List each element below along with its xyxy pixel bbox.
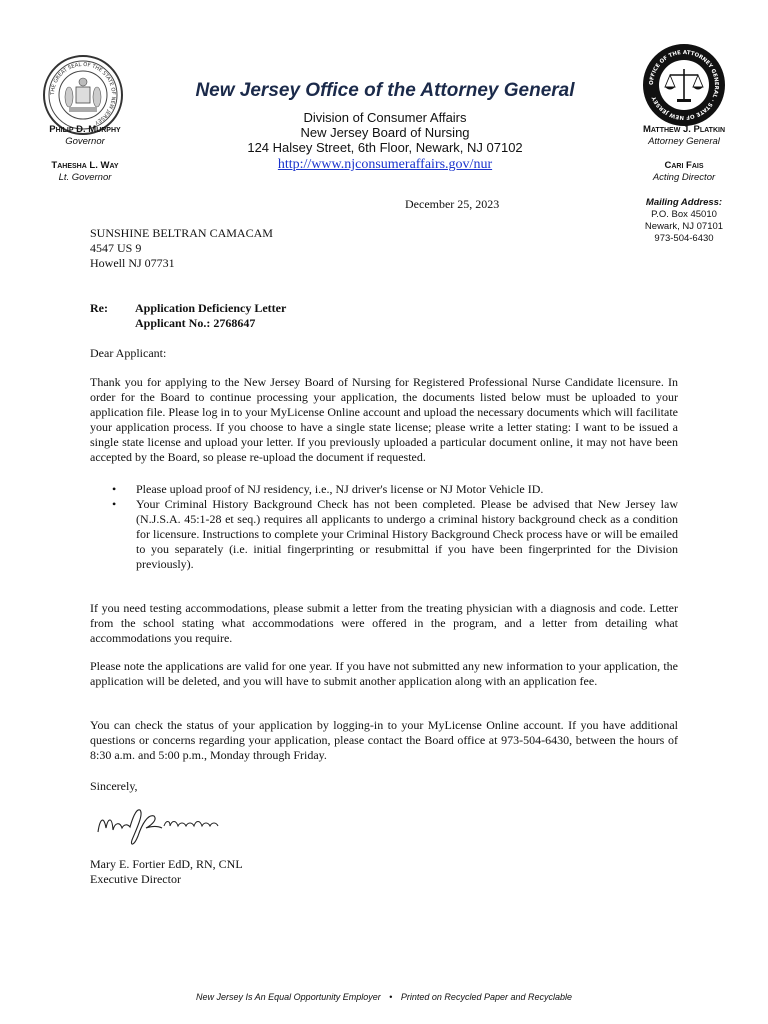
footer <box>0 992 768 1002</box>
ag-seal-text: OFFICE OF THE ATTORNEY GENERAL · STATE OF NEW JERSEY <box>648 49 720 121</box>
attorney-general-seal <box>643 44 725 126</box>
status-paragraph: You can check the status of your application by logging-in to your MyLicense Online account. If you have additional questions or concerns regarding your application, please contact the Board office at 973-504-6430, between the hours of 8:30 a.m. and 5:00 p.m., Monday through Friday. <box>90 718 678 762</box>
acting-director-name: Cari Fais <box>664 160 704 171</box>
mailing-city: Newark, NJ 07101 <box>644 221 724 232</box>
intro-paragraph: Thank you for applying to the New Jersey Board of Nursing for Registered Professional Nurse Candidate licensure. In order for the Board to continue processing your application, the documents listed below must be uploaded to your application file. Please log in to your MyLicense Online account and upload the necessary documents which will facilitate your application process. If you choose to have a single state license; please write a letter stating: I want to be issued a single state license and upload your letter. If you previously uploaded a particular document online, it may not have been accepted by the Board, so please re-upload the document if requested. <box>90 375 678 464</box>
division-name: Division of Consumer Affairs <box>303 110 467 125</box>
validity-paragraph: Please note the applications are valid for one year. If you have not submitted any new information to your application, the application will be deleted, and you will have to submit another application along with an application fee. <box>90 659 678 688</box>
signature-icon <box>92 796 232 850</box>
board-address: 124 Halsey Street, 6th Floor, Newark, NJ 07102 <box>247 140 523 155</box>
signer-title: Executive Director <box>90 872 181 886</box>
re-block <box>135 301 286 331</box>
url-line <box>150 155 620 173</box>
mailing-address <box>626 197 742 245</box>
letterhead-title: New Jersey Office of the Attorney General <box>195 80 575 101</box>
attorney-general-block <box>626 124 742 148</box>
lt-governor-block <box>30 160 140 184</box>
mailing-phone: 973-504-6430 <box>654 233 714 244</box>
acting-director-block <box>626 160 742 184</box>
nj-seal-text: THE GREAT SEAL OF THE STATE OF NEW JERSEY <box>49 61 117 126</box>
attorney-general-title: Attorney General <box>648 136 720 147</box>
lt-governor-title: Lt. Governor <box>58 172 112 183</box>
acting-director-title: Acting Director <box>652 172 716 183</box>
governor-name: Philip D. Murphy <box>49 124 121 135</box>
deficiency-list <box>90 482 678 572</box>
recipient-street: 4547 US 9 <box>90 241 142 255</box>
letter-date: December 25, 2023 <box>405 197 500 211</box>
footer-separator: • <box>389 992 393 1002</box>
nj-state-seal <box>43 55 123 135</box>
closing: Sincerely, <box>90 779 138 793</box>
governor-block <box>30 124 140 148</box>
accommodations-paragraph: If you need testing accommodations, please submit a letter from the treating physician with a diagnosis and code. Letter from the school stating what accommodations were offered in the program, and a letter from detailing what accommodations you require. <box>90 601 678 645</box>
scales-of-justice-icon <box>646 47 722 123</box>
list-item: • Your Criminal History Background Check has not been completed. Please be advised that New Jersey law (N.J.S.A. 45:1-28 et seq.) requires all applicants to undergo a criminal history background check as a condition for licensure. Instructions to complete your Criminal History Background Check process have or will be emailed to you separately (i.e. initial fingerprinting or resubmittal if you have been fingerprinted for the Division previously). <box>90 497 678 572</box>
footer-equal-opportunity: New Jersey Is An Equal Opportunity Employer <box>195 992 381 1002</box>
signer-block <box>90 857 243 887</box>
board-name: New Jersey Board of Nursing <box>300 125 470 140</box>
signature <box>92 796 232 850</box>
recipient-address <box>90 226 273 271</box>
re-label: Re: <box>90 301 108 315</box>
re-subject: Application Deficiency Letter <box>135 301 287 315</box>
recipient-city: Howell NJ 07731 <box>90 256 175 270</box>
list-item: • Please upload proof of NJ residency, i.e., NJ driver's license or NJ Motor Vehicle ID. <box>90 482 678 497</box>
board-website-link[interactable]: http://www.njconsumeraffairs.gov/nur <box>277 157 493 172</box>
footer-recycled: Printed on Recycled Paper and Recyclable <box>400 992 573 1002</box>
attorney-general-name: Matthew J. Platkin <box>642 124 725 135</box>
nj-seal-icon <box>45 57 121 133</box>
mailing-label: Mailing Address: <box>645 197 723 208</box>
mailing-box: P.O. Box 45010 <box>651 209 717 220</box>
lt-governor-name: Tahesha L. Way <box>51 160 119 171</box>
recipient-name: SUNSHINE BELTRAN CAMACAM <box>90 226 273 240</box>
salutation: Dear Applicant: <box>90 346 167 360</box>
applicant-number: Applicant No.: 2768647 <box>135 316 256 330</box>
governor-title: Governor <box>65 136 105 147</box>
signer-name: Mary E. Fortier EdD, RN, CNL <box>90 857 243 871</box>
